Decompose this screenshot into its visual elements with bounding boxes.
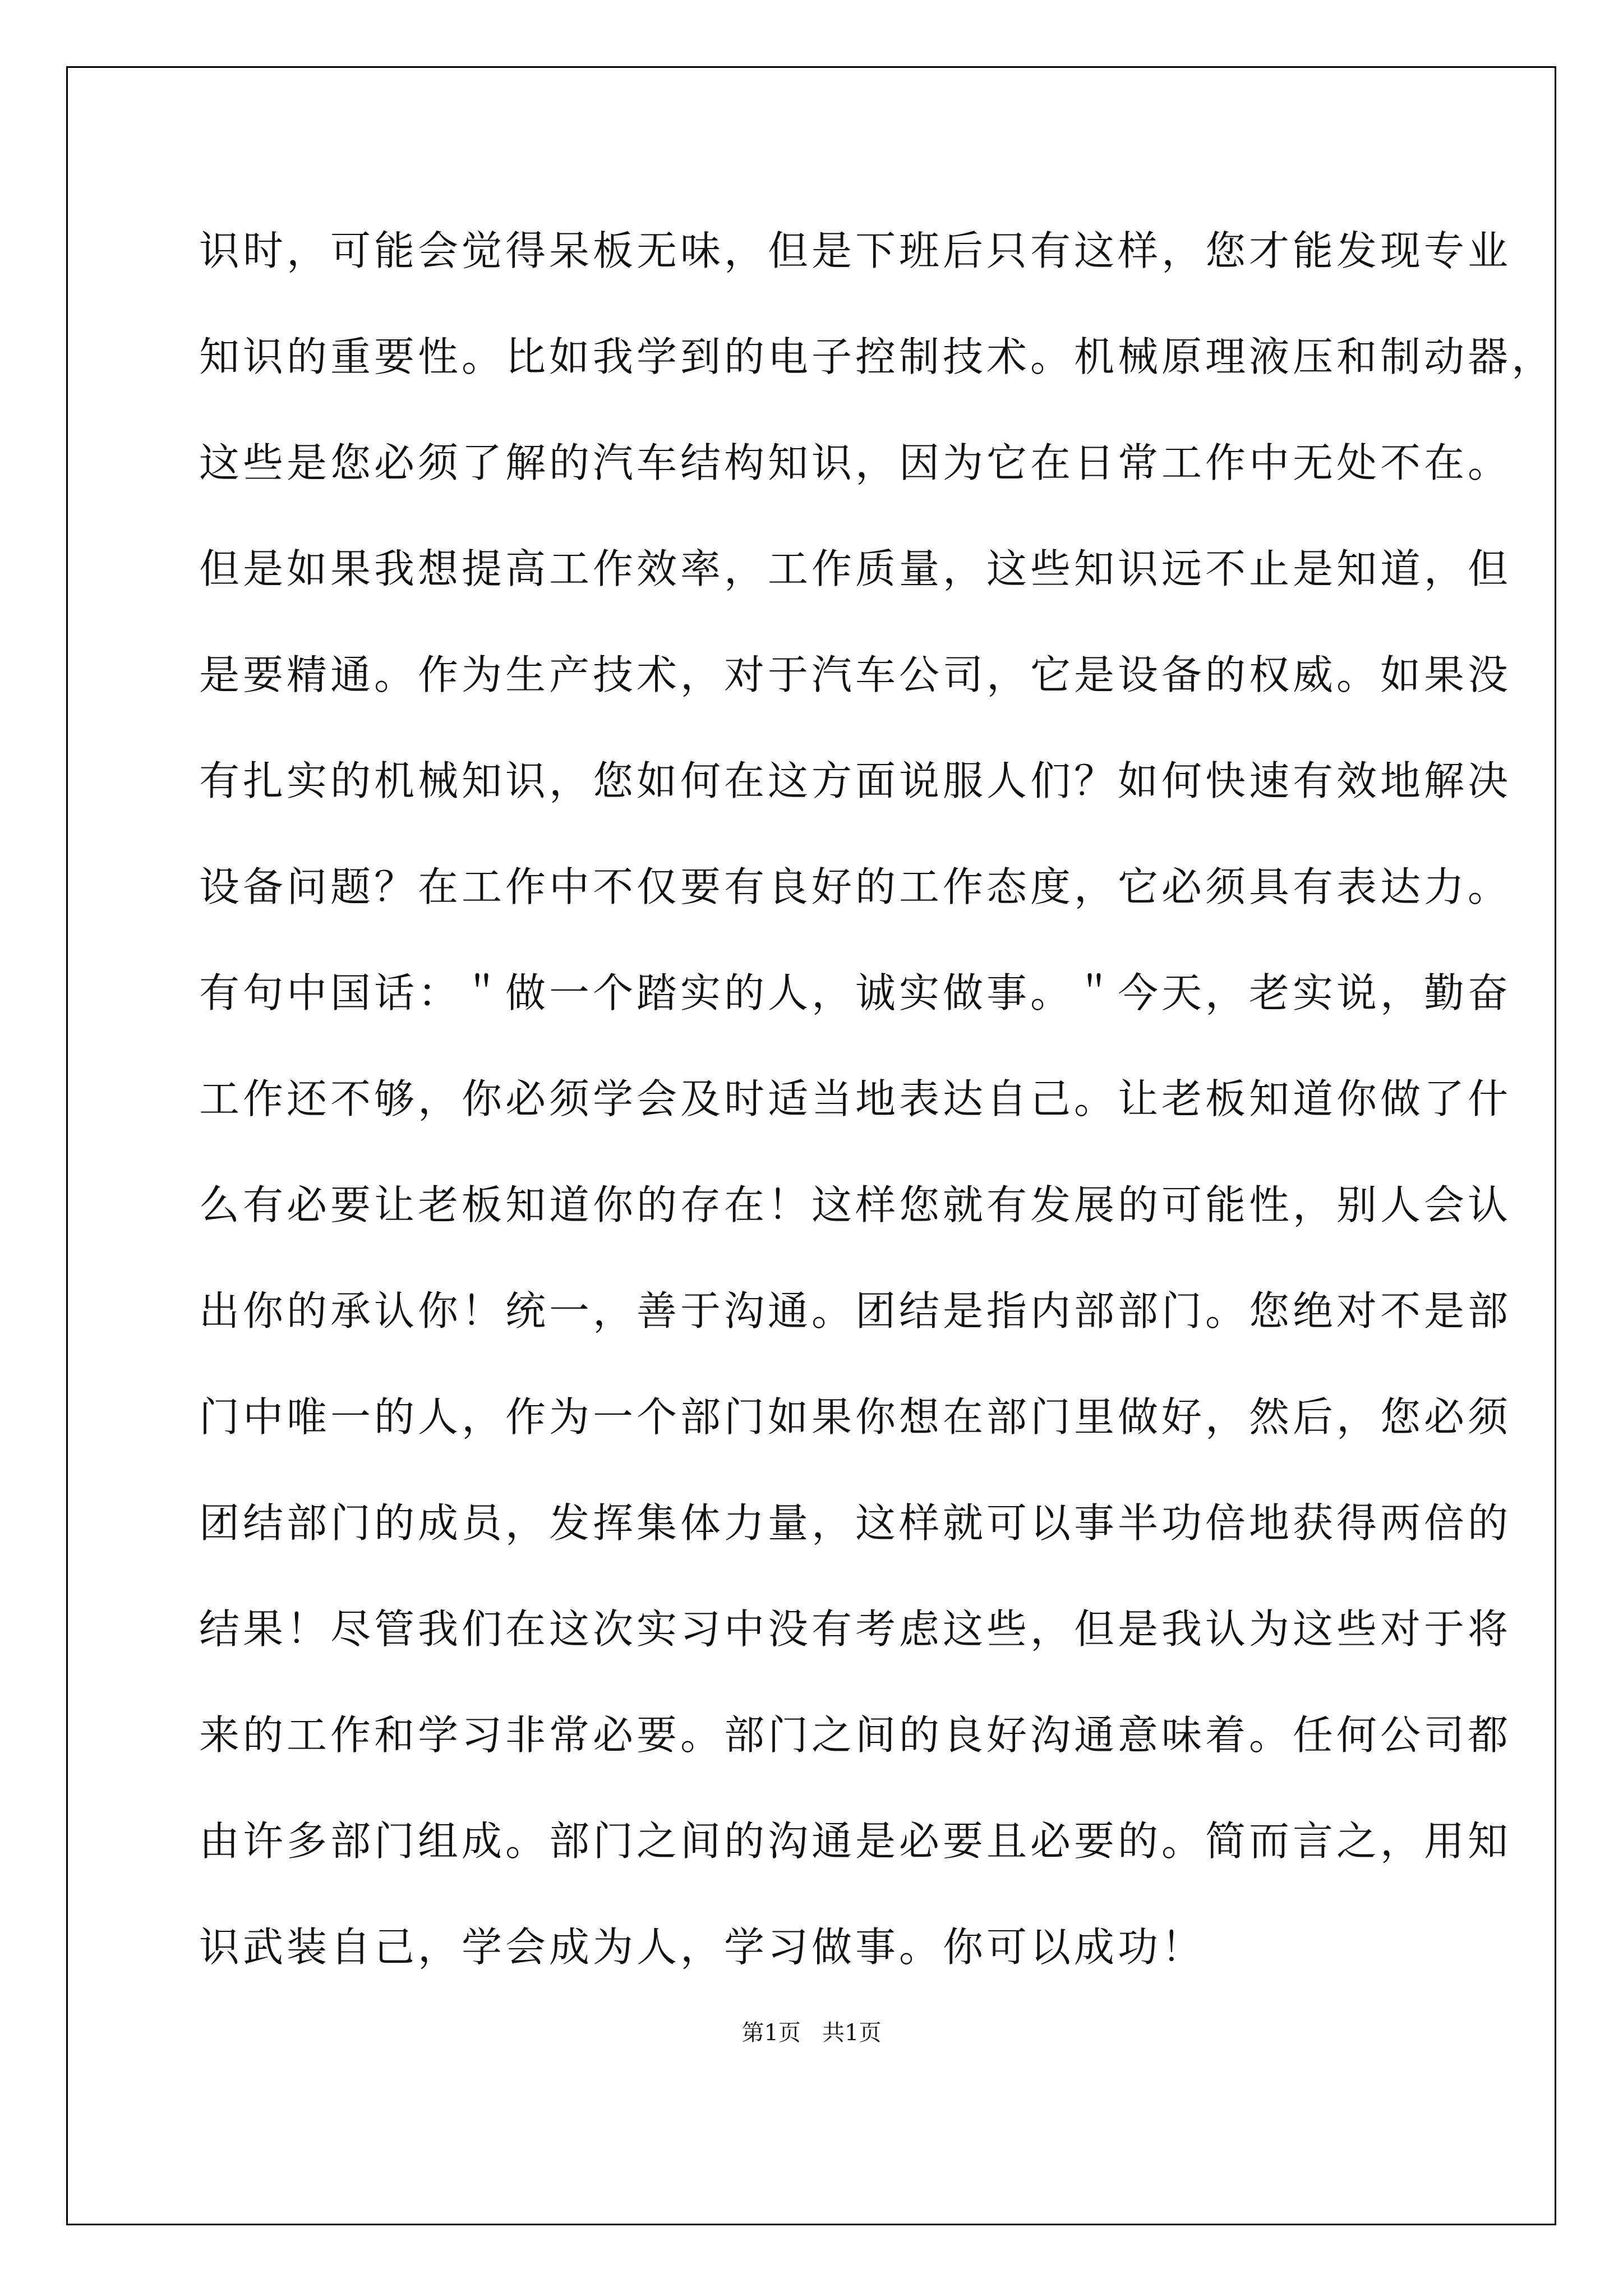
text-line: 是要精通。作为生产技术，对于汽车公司，它是设备的权威。如果没 xyxy=(199,651,1512,698)
text-line: 团结部门的成员，发挥集体力量，这样就可以事半功倍地获得两倍的 xyxy=(199,1499,1512,1547)
text-line: 来的工作和学习非常必要。部门之间的良好沟通意味着。任何公司都 xyxy=(199,1711,1512,1759)
text-line: 识时，可能会觉得呆板无味，但是下班后只有这样，您才能发现专业 xyxy=(199,227,1512,274)
page-number-footer: 第1页 共1页 xyxy=(741,2020,882,2046)
text-line: 结果！尽管我们在这次实习中没有考虑这些，但是我认为这些对于将 xyxy=(199,1605,1512,1653)
body-text xyxy=(199,208,1556,2010)
text-line: 出你的承认你！统一，善于沟通。团结是指内部部门。您绝对不是部 xyxy=(199,1287,1512,1335)
text-line: 由许多部门组成。部门之间的沟通是必要且必要的。简而言之，用知 xyxy=(199,1818,1512,1865)
text-line: 有句中国话：＂做一个踏实的人，诚实做事。＂今天，老实说，勤奋 xyxy=(199,969,1512,1016)
text-line: 但是如果我想提高工作效率，工作质量，这些知识远不止是知道，但 xyxy=(199,545,1512,592)
text-line: 这些是您必须了解的汽车结构知识，因为它在日常工作中无处不在。 xyxy=(199,439,1512,486)
text-line: 知识的重要性。比如我学到的电子控制技术。机械原理液压和制动器， xyxy=(199,333,1556,380)
text-line: 工作还不够，你必须学会及时适当地表达自己。让老板知道你做了什 xyxy=(199,1075,1512,1122)
text-line: 有扎实的机械知识，您如何在这方面说服人们？如何快速有效地解决 xyxy=(199,757,1512,804)
text-line: 识武装自己，学会成为人，学习做事。你可以成功！ xyxy=(199,1924,1206,1971)
text-line: 么有必要让老板知道你的存在！这样您就有发展的可能性，别人会认 xyxy=(199,1181,1512,1228)
text-line: 设备问题？在工作中不仅要有良好的工作态度，它必须具有表达力。 xyxy=(199,863,1512,910)
text-line: 门中唯一的人，作为一个部门如果你想在部门里做好，然后，您必须 xyxy=(199,1393,1512,1441)
